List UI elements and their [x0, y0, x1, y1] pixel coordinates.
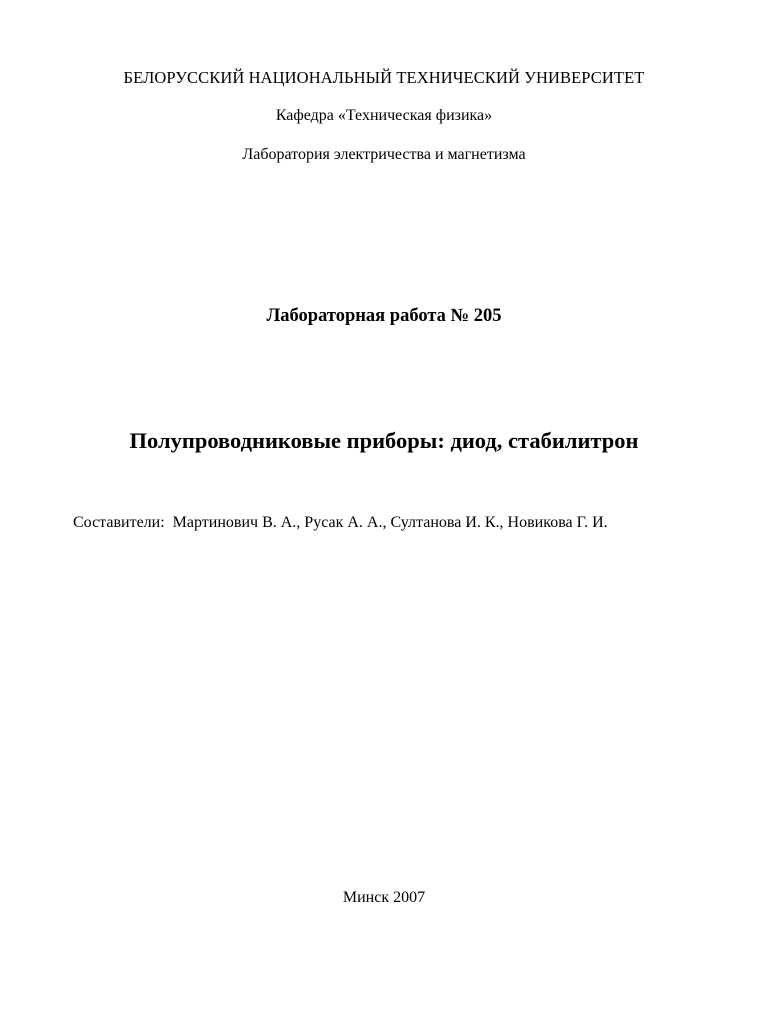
document-title: Полупроводниковые приборы: диод, стабилитрон: [129, 428, 639, 453]
university-name: БЕЛОРУССКИЙ НАЦИОНАЛЬНЫЙ ТЕХНИЧЕСКИЙ УНИВЕРСИТЕТ: [123, 68, 645, 87]
authors-line: [73, 515, 608, 531]
city-year: Минск 2007: [342, 889, 426, 906]
laboratory-name: Лаборатория электричества и магнетизма: [242, 146, 526, 163]
authors-label: Составители:: [73, 514, 165, 531]
authors-list: Мартинович В. А., Русак А. А., Султанова И. К., Новикова Г. И.: [172, 514, 608, 531]
department-name: Кафедра «Техническая физика»: [275, 107, 493, 124]
work-number-heading: Лабораторная работа № 205: [266, 306, 502, 326]
